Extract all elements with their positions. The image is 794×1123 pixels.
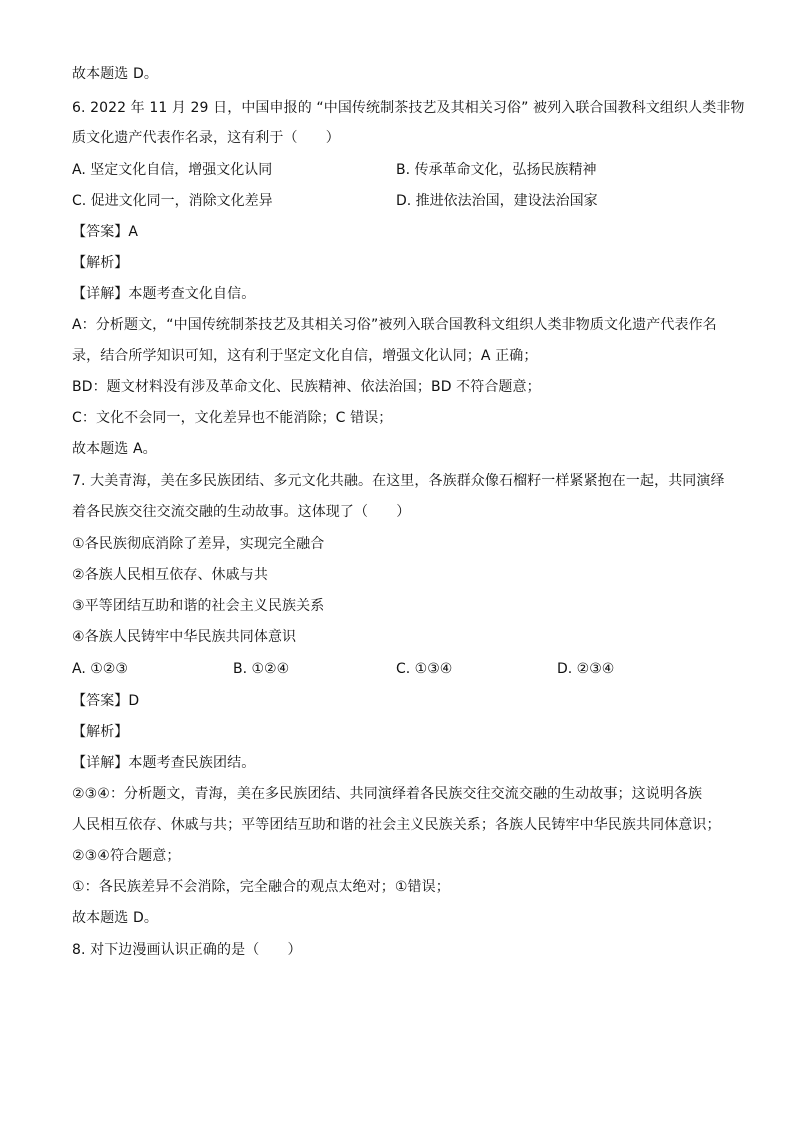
answer-conclusion-q5: 故本题选 D。 [72, 66, 158, 82]
question-6-option-a: A. 坚定文化自信，增强文化认同 [72, 162, 273, 178]
question-7-explanation-line-3: ②③④符合题意； [72, 848, 181, 864]
question-7-detail-heading: 【详解】本题考查民族团结。 [72, 755, 256, 771]
question-7-explanation-line-1: ②③④：分析题文，青海，美在多民族团结、共同演绎着各民族交往交流交融的生动故事；这说明各族 [72, 786, 703, 802]
question-6-option-c: C. 促进文化同一，消除文化差异 [72, 193, 273, 209]
question-7-explanation-line-4: ①：各民族差异不会消除，完全融合的观点太绝对；①错误； [72, 879, 450, 895]
question-7-statement-3: ③平等团结互助和谐的社会主义民族关系 [72, 598, 325, 614]
question-7-option-a: A. ①②③ [72, 661, 128, 677]
question-6-explanation-line-2: 录，结合所学知识可知，这有利于坚定文化自信，增强文化认同；A 正确； [72, 348, 538, 364]
question-6-option-b: B. 传承革命文化，弘扬民族精神 [396, 162, 597, 178]
question-7-option-c: C. ①③④ [396, 661, 453, 677]
question-7-answer: 【答案】D [72, 693, 140, 709]
question-6-explanation-line-4: C：文化不会同一，文化差异也不能消除；C 错误； [72, 410, 393, 426]
question-7-analysis-heading: 【解析】 [72, 724, 129, 740]
question-7-explanation-line-2: 人民相互依存、休戚与共；平等团结互助和谐的社会主义民族关系；各族人民铸牢中华民族共同体意识； [72, 817, 721, 833]
question-6-explanation-line-3: BD：题文材料没有涉及革命文化、民族精神、依法治国；BD 不符合题意； [72, 379, 541, 395]
question-7-option-d: D. ②③④ [557, 661, 615, 677]
question-7-stem-line-1: 7. 大美青海，美在多民族团结、多元文化共融。在这里，各族群众像石榴籽一样紧紧抱在一起，共同演绎 [72, 473, 725, 489]
question-6-option-d: D. 推进依法治国，建设法治国家 [396, 193, 598, 209]
question-6-explanation-line-1: A：分析题文，“中国传统制茶技艺及其相关习俗”被列入联合国教科文组织人类非物质文化遗产代表作名 [72, 317, 717, 333]
question-8-stem: 8. 对下边漫画认识正确的是（ ） [72, 942, 302, 958]
question-7-stem-line-2: 着各民族交往交流交融的生动故事。这体现了（ ） [72, 504, 411, 520]
question-7-statement-1: ①各民族彻底消除了差异，实现完全融合 [72, 536, 325, 552]
question-6-conclusion: 故本题选 A。 [72, 441, 157, 457]
question-6-analysis-heading: 【解析】 [72, 255, 129, 271]
question-6-answer: 【答案】A [72, 224, 139, 240]
question-7-option-b: B. ①②④ [233, 661, 290, 677]
question-7-statement-2: ②各族人民相互依存、休戚与共 [72, 567, 268, 583]
question-7-statement-4: ④各族人民铸牢中华民族共同体意识 [72, 629, 297, 645]
question-6-stem-line-1: 6. 2022 年 11 月 29 日，中国申报的 “中国传统制茶技艺及其相关习俗” 被列入联合国教科文组织人类非物 [72, 100, 745, 116]
question-6-detail-heading: 【详解】本题考查文化自信。 [72, 286, 256, 302]
question-7-conclusion: 故本题选 D。 [72, 910, 158, 926]
question-6-stem-line-2: 质文化遗产代表作名录，这有利于（ ） [72, 130, 340, 146]
